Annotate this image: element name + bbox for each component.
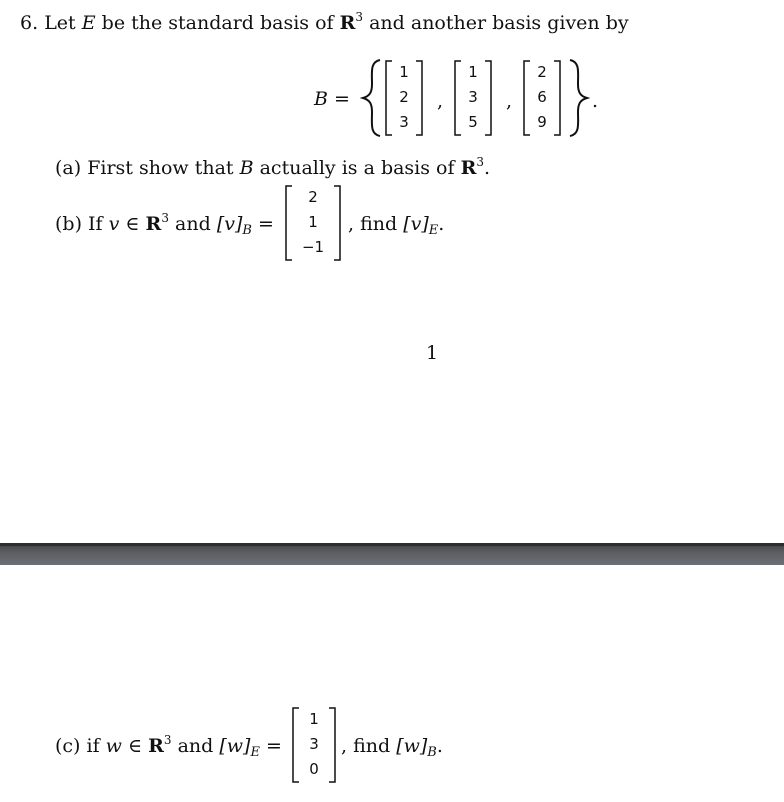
period: . [592,90,599,112]
intro-text-1: Let [44,12,76,34]
vector-entry: 1 [468,63,478,81]
basis-vector-1 [384,60,424,136]
symbol-B: B [239,157,254,179]
problem-statement [20,12,629,36]
right-brace [568,58,590,138]
vector-entry: 1 [308,213,318,231]
part-c-find: , find $[w]_B$. [341,735,443,760]
part-b-label: (b) [55,213,82,235]
part-a: (a) First show that B actually is a basis of $R^3$. [55,155,491,179]
part-c: (c) if w ∈ $R^3$ and $[w]_E$ = [55,733,282,760]
vector-entry: 2 [537,63,547,81]
vector-entry: 2 [399,88,409,106]
part-b: (b) If v ∈ $R^3$ and $[v]_B$ = [55,211,274,238]
part-a-label: (a) [55,157,82,179]
vector-entry: 1 [309,710,319,728]
vector-entry: 5 [468,113,478,131]
vector-entry: 6 [537,88,547,106]
symbol-R: R [460,157,477,179]
part-c-label: (c) [55,735,81,757]
vector-entry: −1 [301,238,325,256]
part-b-find: , find $[v]_E$. [348,213,445,238]
page-divider [0,543,784,565]
vector-entry: 1 [399,63,409,81]
basis-vector-2 [453,60,493,136]
vector-entry: 0 [309,760,319,778]
vector-entry: 3 [468,88,478,106]
coordinate-vector-v [284,185,342,261]
exponent-3: 3 [355,10,364,24]
vector-entry: 9 [537,113,547,131]
comma: , [437,90,444,112]
part-a-text: First show that [87,157,234,179]
part-a-text-2: actually is a basis of [259,157,455,179]
coordinate-vector-w [291,707,337,783]
vector-entry: 2 [308,188,318,206]
left-brace [360,58,382,138]
intro-text-2: be the standard basis of [101,12,334,34]
basis-vector-3 [522,60,562,136]
problem-number: 6. [20,12,39,34]
vector-entry: 3 [309,735,319,753]
symbol-E: E [81,12,96,34]
basis-label: B = [314,88,350,110]
intro-text-3: and another basis given by [369,12,629,34]
symbol-R: R [339,12,356,34]
page-number: 1 [426,342,439,364]
comma: , [506,90,513,112]
vector-entry: 3 [399,113,409,131]
